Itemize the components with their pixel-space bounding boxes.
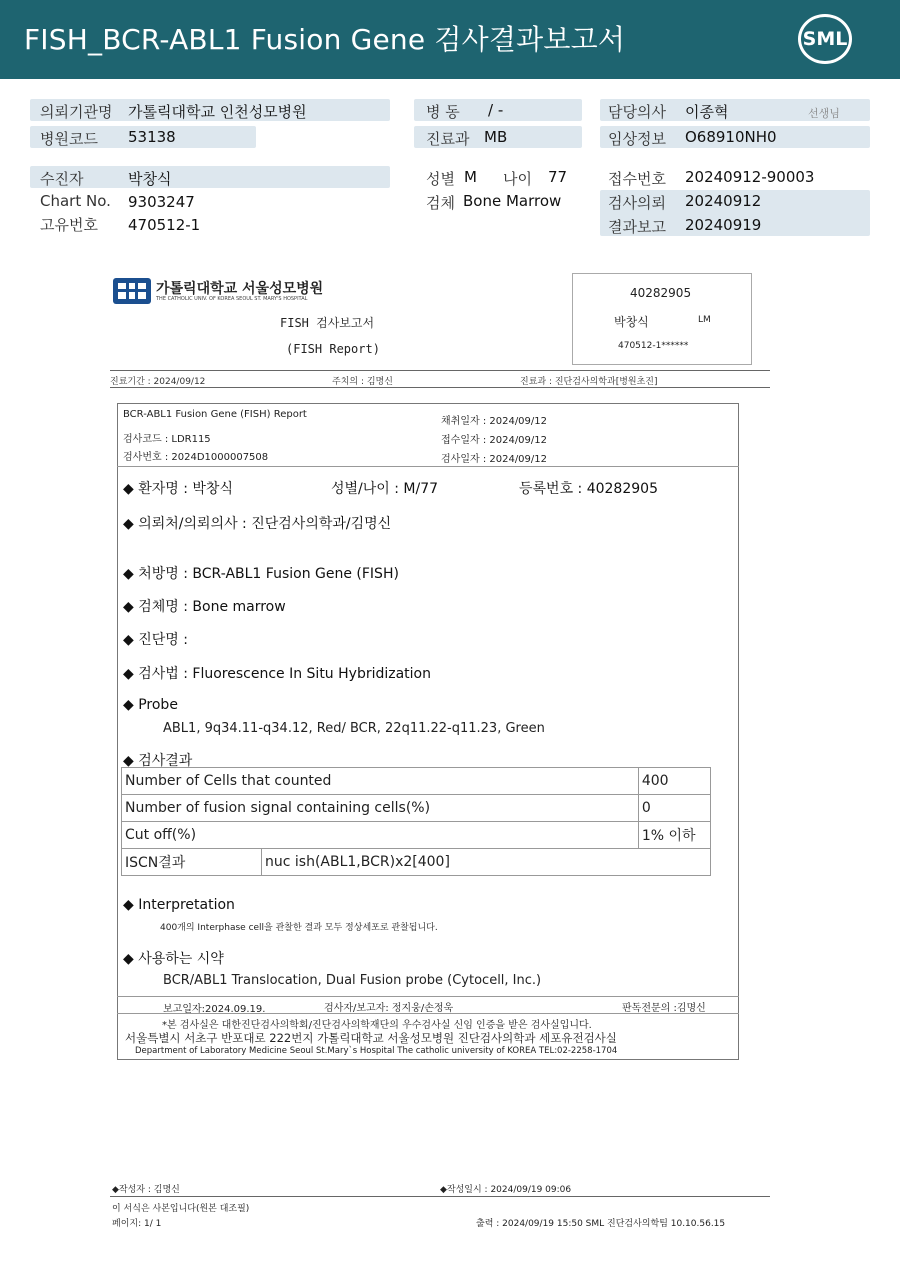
doctor-label: 담당의사 xyxy=(608,103,666,121)
department-text: 진료과 : 진단검사의학과[병원초진] xyxy=(520,377,658,387)
ward-label: 병 동 xyxy=(426,103,460,121)
test-date: 검사일자 : 2024/09/12 xyxy=(441,454,548,465)
result-label: Number of Cells that counted xyxy=(122,768,639,795)
report-title: FISH_BCR-ABL1 Fusion Gene 검사결과보고서 xyxy=(24,23,626,56)
page-info: 페이지: 1/ 1 xyxy=(112,1219,162,1229)
certification-note: *본 검사실은 대한진단검사의학회/진단검사의학재단의 우수검사실 신임 인증을 받은 검사실입니다. xyxy=(162,1020,592,1031)
sex-age-line: 성별/나이 : M/77 xyxy=(331,481,439,497)
attending-text: 주치의 : 김명신 xyxy=(332,377,393,387)
doctor-value: 이종혁 xyxy=(685,103,729,121)
registration-line: 등록번호 : 40282905 xyxy=(519,481,658,497)
sex-label: 성별 xyxy=(426,170,455,188)
hospital-code-label: 병원코드 xyxy=(40,130,98,148)
specimen-value: Bone Marrow xyxy=(463,192,562,210)
age-value: 77 xyxy=(548,168,568,186)
request-label: 검사의뢰 xyxy=(608,194,666,212)
patient-value: 박창식 xyxy=(128,170,172,188)
report-value: 20240919 xyxy=(685,216,762,234)
result-table xyxy=(121,767,711,876)
report-label: 결과보고 xyxy=(608,218,666,236)
specimen-line: ◆ 검체명 : Bone marrow xyxy=(123,599,286,615)
stamp-code: LM xyxy=(698,315,711,325)
table-row xyxy=(122,795,711,822)
period-text: 진료기간 : 2024/09/12 xyxy=(110,377,206,387)
chart-label: Chart No. xyxy=(40,192,111,210)
report-name: BCR-ABL1 Fusion Gene (FISH) Report xyxy=(123,409,307,420)
hospital-eng-name: THE CATHOLIC UNIV. OF KOREA SEOUL ST. MARY'S HOSPITAL xyxy=(156,296,308,302)
unique-label: 고유번호 xyxy=(40,216,98,234)
test-code: 검사코드 : LDR115 xyxy=(123,434,211,445)
stamp-name: 박창식 xyxy=(614,315,649,329)
doc-title: FISH 검사보고서 xyxy=(280,316,375,330)
report-date: 보고일자:2024.09.19. xyxy=(163,1004,266,1015)
stamp-id: 40282905 xyxy=(630,286,692,300)
print-info: 출력 : 2024/09/19 15:50 SML 진단검사의학팀 10.10.56.15 xyxy=(476,1219,726,1229)
result-label: Cut off(%) xyxy=(122,822,639,849)
chart-value: 9303247 xyxy=(128,193,195,211)
probe-text: ABL1, 9q34.11-q34.12, Red/ BCR, 22q11.22-q11.23, Green xyxy=(163,721,545,736)
reviewer-text: 판독전문의 :김명신 xyxy=(622,1003,706,1014)
dept-label: 진료과 xyxy=(426,130,470,148)
unique-value: 470512-1 xyxy=(128,216,201,234)
result-heading: ◆ 검사결과 xyxy=(123,753,193,769)
result-value: 0 xyxy=(638,795,710,822)
request-value: 20240912 xyxy=(685,192,762,210)
interpretation-heading: ◆ Interpretation xyxy=(123,897,235,913)
hospital-name: 가톨릭대학교 서울성모병원 xyxy=(156,281,324,297)
hospital-logo-icon xyxy=(112,277,152,305)
stamp-unique: 470512-1****** xyxy=(618,341,689,351)
reagent-text: BCR/ABL1 Translocation, Dual Fusion probe (Cytocell, Inc.) xyxy=(163,973,542,988)
address-korean: 서울특별시 서초구 반포대로 222번지 가톨릭대학교 서울성모병원 진단검사의학과 세포유전검사실 xyxy=(125,1031,617,1045)
diagnosis-line: ◆ 진단명 : xyxy=(123,632,188,648)
specimen-label: 검체 xyxy=(426,194,455,212)
clinical-value: O68910NH0 xyxy=(685,128,777,146)
receive-date: 접수일자 : 2024/09/12 xyxy=(441,435,548,446)
doctor-suffix: 선생님 xyxy=(808,107,840,120)
reagent-heading: ◆ 사용하는 시약 xyxy=(123,951,224,967)
receipt-value: 20240912-90003 xyxy=(685,168,815,186)
table-row xyxy=(122,768,711,795)
dept-value: MB xyxy=(484,128,508,146)
table-row xyxy=(122,849,711,876)
clinical-label: 임상정보 xyxy=(608,130,666,148)
tester-text: 검사자/보고자: 정지웅/손정욱 xyxy=(324,1003,454,1014)
result-value: 400 xyxy=(638,768,710,795)
age-label: 나이 xyxy=(503,170,532,188)
test-number: 검사번호 : 2024D1000007508 xyxy=(123,452,269,463)
doc-subtitle: (FISH Report) xyxy=(286,342,380,356)
referral-line: ◆ 의뢰처/의뢰의사 : 진단검사의학과/김명신 xyxy=(123,516,392,532)
logo-text: SML xyxy=(802,28,848,50)
receipt-label: 접수번호 xyxy=(608,170,666,188)
prescription-line: ◆ 처방명 : BCR-ABL1 Fusion Gene (FISH) xyxy=(123,566,399,582)
hospital-code-value: 53138 xyxy=(128,128,176,146)
copy-note: 이 서식은 사본입니다(원본 대조필) xyxy=(112,1204,250,1214)
table-row xyxy=(122,822,711,849)
ward-value: / - xyxy=(488,101,504,119)
collect-date: 채취일자 : 2024/09/12 xyxy=(441,416,548,427)
written-at-text: ◆작성일시 : 2024/09/19 09:06 xyxy=(440,1185,572,1195)
interpretation-text: 400개의 Interphase cell을 관찰한 결과 모두 정상세포로 관찰됩니다. xyxy=(160,923,438,933)
referral-org-label: 의뢰기관명 xyxy=(40,103,113,121)
iscn-label: ISCN결과 xyxy=(122,849,262,876)
probe-heading: ◆ Probe xyxy=(123,697,178,713)
author-text: ◆작성자 : 김명신 xyxy=(112,1185,180,1195)
address-english: Department of Laboratory Medicine Seoul St.Mary`s Hospital The catholic university of KOREA TEL:02-2258-1704 xyxy=(135,1046,618,1056)
result-label: Number of fusion signal containing cells(%) xyxy=(122,795,639,822)
referral-org-value: 가톨릭대학교 인천성모병원 xyxy=(128,103,307,121)
method-line: ◆ 검사법 : Fluorescence In Situ Hybridization xyxy=(123,666,431,682)
patient-label: 수진자 xyxy=(40,170,84,188)
patient-line: ◆ 환자명 : 박창식 xyxy=(123,481,233,497)
iscn-value: nuc ish(ABL1,BCR)x2[400] xyxy=(262,849,711,876)
result-value: 1% 이하 xyxy=(638,822,710,849)
sex-value: M xyxy=(464,168,477,186)
